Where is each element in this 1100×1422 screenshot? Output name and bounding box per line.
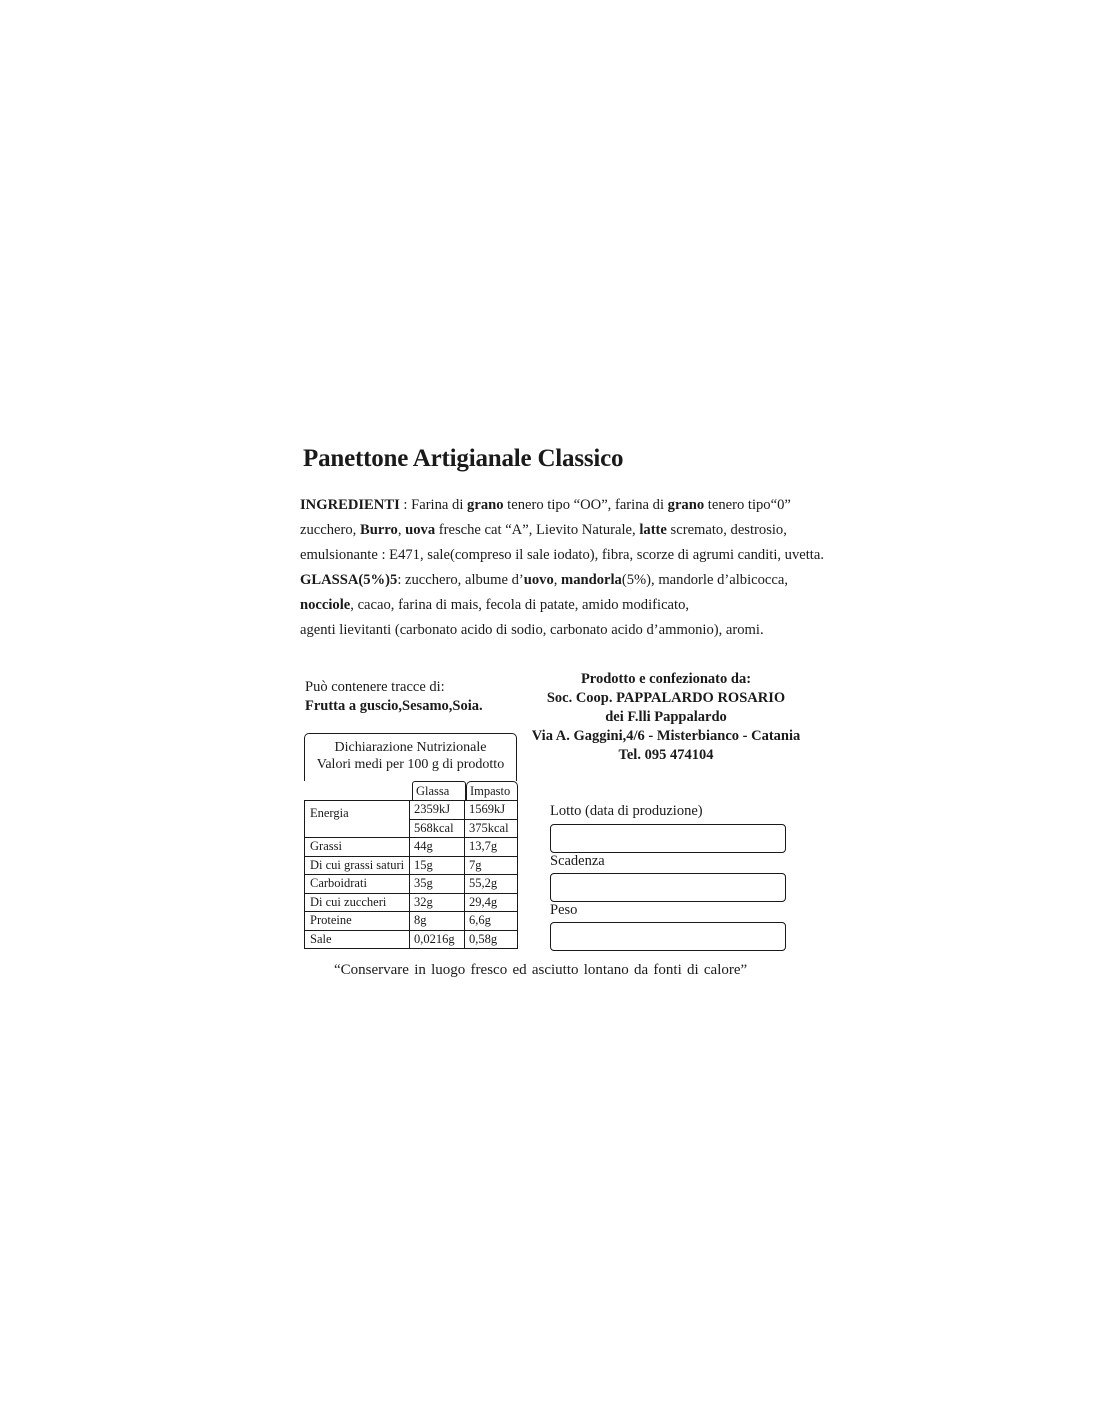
ingredients-line xyxy=(300,593,830,618)
cell-glassa: 0,0216g xyxy=(409,930,464,949)
cell-glassa: 44g xyxy=(409,838,464,857)
product-title: Panettone Artigianale Classico xyxy=(303,445,624,472)
peso-field[interactable] xyxy=(550,922,786,951)
table-row xyxy=(305,930,518,949)
lotto-field[interactable] xyxy=(550,824,786,853)
cell-impasto: 0,58g xyxy=(465,930,518,949)
table-row xyxy=(305,838,518,857)
cell-impasto: 375kcal xyxy=(465,819,518,838)
allergen-traces xyxy=(305,678,483,716)
ingredients-run: emulsionante : E471, sale(compreso il sale iodato), fibra, scorze di agrumi canditi, uvetta. xyxy=(300,547,824,563)
row-label: Proteine xyxy=(305,912,410,931)
ingredients-run: zucchero, xyxy=(300,522,360,538)
ingredients-run: : zucchero, albume d’ xyxy=(397,572,524,588)
ingredients-line xyxy=(300,518,830,543)
cell-impasto: 13,7g xyxy=(465,838,518,857)
ingredients-line xyxy=(300,618,830,643)
lotto-label: Lotto (data di produzione) xyxy=(550,803,703,819)
ingredients-line xyxy=(300,568,830,593)
ingredients-text xyxy=(300,493,830,643)
ingredients-run: (5%), mandorle d’albicocca, xyxy=(621,572,788,588)
nutrition-header xyxy=(304,733,517,781)
cell-impasto: 29,4g xyxy=(465,893,518,912)
producer-line: Prodotto e confezionato da: xyxy=(580,671,752,687)
scadenza-label: Scadenza xyxy=(550,853,605,869)
nutrition-table xyxy=(304,800,518,949)
allergen-highlight: Burro xyxy=(359,522,398,538)
nutrition-title: Dichiarazione Nutrizionale xyxy=(334,740,487,755)
cell-impasto: 1569kJ xyxy=(465,801,518,820)
table-row xyxy=(305,893,518,912)
allergen-highlight: mandorla xyxy=(561,572,622,588)
producer-info xyxy=(530,670,802,765)
ingredients-run: agenti lievitanti (carbonato acido di sodio, carbonato acido d’ammonio), aromi. xyxy=(300,622,764,638)
ingredients-run: scremato, destrosio, xyxy=(666,522,787,538)
allergen-highlight: latte xyxy=(639,522,667,538)
column-header-glassa: Glassa xyxy=(412,781,466,800)
ingredients-run: fresche cat “A”, Lievito Naturale, xyxy=(435,522,640,538)
ingredients-line xyxy=(300,493,830,518)
allergen-highlight: grano xyxy=(667,497,705,513)
allergen-highlight: uovo xyxy=(523,572,554,588)
allergen-highlight: nocciole xyxy=(300,597,351,613)
table-row xyxy=(305,856,518,875)
producer-line: Tel. 095 474104 xyxy=(618,747,714,763)
row-label: Carboidrati xyxy=(305,875,410,894)
table-row xyxy=(305,801,518,820)
table-row xyxy=(305,875,518,894)
row-label: Sale xyxy=(305,930,410,949)
cell-glassa: 2359kJ xyxy=(409,801,464,820)
cell-glassa: 15g xyxy=(409,856,464,875)
cell-impasto: 7g xyxy=(465,856,518,875)
ingredients-run: , xyxy=(397,522,406,538)
column-header-impasto: Impasto xyxy=(466,781,518,800)
storage-note: “Conservare in luogo fresco ed asciutto lontano da fonti di calore” xyxy=(334,962,748,978)
allergen-highlight: grano xyxy=(467,497,504,513)
allergen-highlight: INGREDIENTI xyxy=(300,497,400,513)
row-label: Di cui grassi saturi xyxy=(305,856,410,875)
cell-impasto: 55,2g xyxy=(465,875,518,894)
producer-line: Via A. Gaggini,4/6 - Misterbianco - Catania xyxy=(531,728,801,744)
cell-glassa: 35g xyxy=(409,875,464,894)
allergen-highlight: uova xyxy=(405,522,436,538)
producer-line: dei F.lli Pappalardo xyxy=(605,709,727,725)
producer-line: Soc. Coop. PAPPALARDO ROSARIO xyxy=(546,690,786,706)
cell-glassa: 8g xyxy=(409,912,464,931)
cell-glassa: 32g xyxy=(409,893,464,912)
row-label: Di cui zuccheri xyxy=(305,893,410,912)
ingredients-run: , cacao, farina di mais, fecola di patate, amido modificato, xyxy=(350,597,690,613)
cell-glassa: 568kcal xyxy=(409,819,464,838)
scadenza-field[interactable] xyxy=(550,873,786,902)
traces-allergens: Frutta a guscio,Sesamo,Soia. xyxy=(305,698,483,714)
row-label: Grassi xyxy=(305,838,410,857)
allergen-highlight: GLASSA(5%)5 xyxy=(300,572,398,588)
ingredients-run: : Farina di xyxy=(399,497,468,513)
table-row xyxy=(305,912,518,931)
ingredients-run: tenero tipo “OO”, farina di xyxy=(503,497,668,513)
nutrition-subtitle: Valori medi per 100 g di prodotto xyxy=(316,757,505,772)
row-label: Energia xyxy=(305,801,410,838)
cell-impasto: 6,6g xyxy=(465,912,518,931)
peso-label: Peso xyxy=(550,902,578,918)
ingredients-line xyxy=(300,543,830,568)
ingredients-run: tenero tipo“0” xyxy=(704,497,791,513)
ingredients-run: , xyxy=(553,572,562,588)
traces-label: Può contenere tracce di: xyxy=(305,679,445,695)
